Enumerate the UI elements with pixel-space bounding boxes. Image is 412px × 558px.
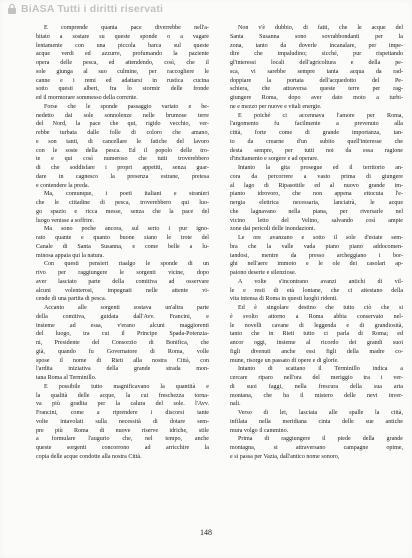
right-column-line: sca, vi sarebbe sempre tanta acqua da rad- <box>230 68 403 75</box>
right-column-line: Intanto la gita prosegue ed il territorio an- <box>238 165 403 171</box>
right-column-line: è svolto attorno a Roma abbia conservato nel- <box>230 313 403 320</box>
right-column-line: vita intensa di Roma in questi luoghi ridenti. <box>230 296 338 303</box>
right-column-line: che lagnavano nella piana, per riversarle nel <box>230 208 403 215</box>
right-column-line: gl'interessi locali dell'agricoltura e della pe- <box>230 60 403 66</box>
right-column-line: tanto che in Rieti tutto ci parla di Roma; ed <box>230 331 403 338</box>
left-column-line: tana Roma al Terminillo. <box>36 375 97 381</box>
right-column-line: Verso di lei, lasciata alle spalle la città, <box>238 410 403 416</box>
right-column-line: paiono deserte e silenziose. <box>230 270 297 276</box>
left-column-line: della comitiva, guidata dall'Avv. Francini, e <box>36 313 209 320</box>
left-column-line: dare in cagnesco la presenza estrane, pretesa <box>36 173 209 180</box>
right-column-line: doppiare la portata dell'acquedotto del Pe- <box>230 77 403 84</box>
right-column-line: Intanto di scattano il Terminillo indica a <box>238 366 403 373</box>
right-column-line: mune, risorge un passato di opere e di glorie. <box>230 357 339 364</box>
left-column-line: che le cittadine di pesca, troverebbero qui luo- <box>36 200 209 206</box>
left-column-line: cende di una partita di pesca. <box>36 296 107 303</box>
right-column-line: le novelli cavane di leggenda e di grandiosità, <box>230 322 403 329</box>
left-column-line: la qualità delle acque, la cui freschezza torna- <box>36 392 209 399</box>
left-column-line: ed il mormorare sommesso della corrente. <box>36 95 138 101</box>
left-column-line: del luogo, tra cui il Principe Spada-Potenzia- <box>36 331 209 338</box>
right-column-line: cora da percorrere a vasto prima di giungere <box>230 173 403 180</box>
left-column-line: bitato a sostare su queste sponde o a vagare <box>36 33 209 40</box>
left-column-line: Ma sono poche ancora, sul serio i pur igno- <box>44 226 209 233</box>
right-column-line: desta sempre, per tutti noi da essa ragione <box>230 147 403 154</box>
right-column-line: bra che la valle vada piano piano addocomen- <box>230 243 403 250</box>
right-column-line: le e resti di età lontane, che ci attestano della <box>230 287 403 294</box>
right-column-line: to da crearne d'un subito quell'interesse che <box>230 138 403 145</box>
left-column-line: rebbe turbata dalle folle di coloro che amano, <box>36 130 209 136</box>
left-column-line: sotto questi alberi, fra lo stormir delle fronde <box>36 86 209 93</box>
left-column-line: Con questi pensieri riaalgo le sponde di un <box>44 261 209 268</box>
left-column-line: con le soste della pesca. Ed il popolo delle tro- <box>36 147 209 154</box>
right-column-line: zona, tanto da doverle incanalare, per impe- <box>230 42 403 49</box>
right-column-line: tandosi, mentre da presso archeggiano i bor- <box>230 252 403 259</box>
right-column-line: Ed è singolare destino che tutto ciò che si <box>238 305 403 311</box>
left-column-line: copia delle acque condotte alla nostra Città. <box>36 453 142 460</box>
right-column-line: figli divenuti anche essi figli della madre co- <box>230 348 403 355</box>
left-column-line: di che soddisfare i propri appetiti, senza guar- <box>36 165 209 171</box>
right-column-line: Non v'è dubbio, di fatti, che le acque del <box>238 25 403 31</box>
left-column-line: rivo per raggiungere le sorgenti vicine, dopo <box>36 270 209 276</box>
right-column-line: l'argomento fu facilmente a prevenuto alla <box>230 121 403 128</box>
left-column-line: l'ardita iniziativa della grande strada mon- <box>36 366 209 373</box>
left-column-line: Forse che le sponde passaggio variato e be- <box>44 103 209 110</box>
left-column-line: rato quante e quanto buone siano le trote del <box>36 235 209 241</box>
left-column-line: ni, Presidente del Consorzio di Bonifica, che <box>36 340 209 346</box>
left-column-line: a formulare l'augurio che, nel tempo, anche <box>36 436 209 443</box>
right-column-line: cercare riparo nell'ora del meriggio tra i ver- <box>230 375 403 381</box>
right-column-line: infilata nella meridiana cinta delle sue antiche <box>230 418 403 425</box>
left-column-line: e son tanti, di cancellare le fatiche del lavoro <box>36 138 209 145</box>
right-column-line: ghi nell'aere immoto e le ole dei casolari ap- <box>230 261 403 268</box>
left-column-line: sole giunga al suo culmine, per raccogliere le <box>36 68 209 75</box>
left-column-line: e contendere la preda. <box>36 182 90 189</box>
right-column-line: di suoi faggi, nella frescura della sua aria <box>230 383 403 390</box>
right-column-line: Prima di raggiungere il piede della grande <box>238 436 403 443</box>
right-column-line: vicino letto del Velino, salvando così ampie <box>230 217 403 224</box>
left-column-line: volte intavolati sulla necessità di dotare sem- <box>36 418 209 425</box>
watermark-text: BiASA Tutti i diritti riservati <box>21 3 164 15</box>
right-column-line: Santa Susanna sono sovrabbondanti per la <box>230 33 403 40</box>
left-column-line: va più gradita per la calura del sole. l'Avv. <box>36 401 209 408</box>
watermark <box>6 3 163 15</box>
right-column-line: giungere Roma, dopo aver dato moto a turbi- <box>230 95 403 101</box>
left-column-line: lentamente con una piccola barca sul queste <box>36 42 209 49</box>
right-column-line: zone dai pericoli delle inondazioni. <box>230 226 316 233</box>
left-column-line: go spazio e ricca messe, senza che la pace del <box>36 208 209 215</box>
left-column-line: già, quando fu Governatore di Roma, volle <box>36 348 209 355</box>
right-text-column <box>230 24 403 462</box>
left-column-line: alcuni volenterosi, impegnati nelle attente vi- <box>36 287 209 294</box>
left-column-line: opera delle pesca, ed attendendo, così, che il <box>36 60 209 66</box>
right-column-line: ancor oggi, insieme al ricordo dei grandi suoi <box>230 340 403 346</box>
left-column-line: aver lasciato parte della comitiva ad osservare <box>36 278 209 285</box>
right-column-line: e si passa per Vazia, dall'antico nome sonoro, <box>230 453 340 460</box>
right-column-line: mura volgo il cammino. <box>230 427 289 434</box>
right-column-line: A volte s'incontrano avanzi antichi di vil- <box>238 278 403 285</box>
right-column-line: pianto idrovoro, che non appena ettocuta l'e- <box>230 191 403 198</box>
right-column-line: d'incitamento e sorgere e ad operare. <box>230 156 319 163</box>
right-column-line: nergia elettrica necessaria, lanciatrà, le acque <box>230 200 403 206</box>
left-column-line: minosa appaia qui la natura. <box>36 252 105 259</box>
left-column-line: Canale di Santa Susanna, e come belle a lu- <box>36 243 209 250</box>
right-column-line: schiera, che attraversa queste terre per rag- <box>230 86 403 93</box>
right-column-line: città, forte come di grande importanza, tan- <box>230 130 403 136</box>
right-column-line: montagna, si attraversano campagne opime, <box>230 445 403 451</box>
left-column-line: insieme ad essa, v'erano alcuni maggiorenti <box>36 322 209 329</box>
right-column-line: montana, che ha il mistero delle nevi inver- <box>230 392 403 399</box>
left-column-line: queste sorgenti concorrono ad arricchire la <box>36 445 209 451</box>
left-column-line: Francini, come a riprendere i discorsi tante <box>36 410 209 416</box>
left-column-line: del Nord, la pace che qui, rigido vecchio, ver- <box>36 121 209 128</box>
right-column-line: al lago di Ripasottile ed al nuovo grande im- <box>230 182 403 189</box>
left-column-line: spose il nome di Rieti alla nostra Città, con <box>36 357 209 364</box>
right-column-line: ne e mezzo per nuove e vitali energie. <box>230 103 322 110</box>
left-column-line: acque verdi ed azzurre, profumando la paziente <box>36 51 209 58</box>
left-column-line: canne e i remi ed adattarsi in rustica cucina <box>36 77 209 84</box>
left-text-column <box>36 24 209 462</box>
left-column-line: te e qui così numeroso che tutti troverebbero <box>36 156 209 163</box>
left-column-line: nedetto dai sole sonnolenze nelle brumose terre <box>36 112 209 119</box>
left-column-line: luogo venisse a soffrire. <box>36 217 94 224</box>
left-column-line: E comprende quanta pace diverrebbe nell'a- <box>44 25 209 31</box>
page-number: 148 <box>200 528 212 537</box>
right-column-line: nali. <box>230 401 241 408</box>
left-column-line: E possibile tutto magnificavano la quantità e <box>44 383 209 390</box>
right-column-line: Le ore avanzano e sotto il sole d'estate sem- <box>238 235 403 241</box>
left-column-line: Ma, comunque, i poeti italiani e stranieri <box>44 191 209 198</box>
right-column-line: E poiché ci accennava l'amore per Roma, <box>238 112 403 119</box>
right-column-line: dire che impaludino; sicché, pur rispettando <box>230 51 403 58</box>
left-column-line: pre più Roma di nuove riserve idriche, stile <box>36 427 209 434</box>
lock-icon <box>6 3 18 15</box>
left-column-line: Accanto alle sorgenti sostava un'altra parte <box>44 305 209 311</box>
